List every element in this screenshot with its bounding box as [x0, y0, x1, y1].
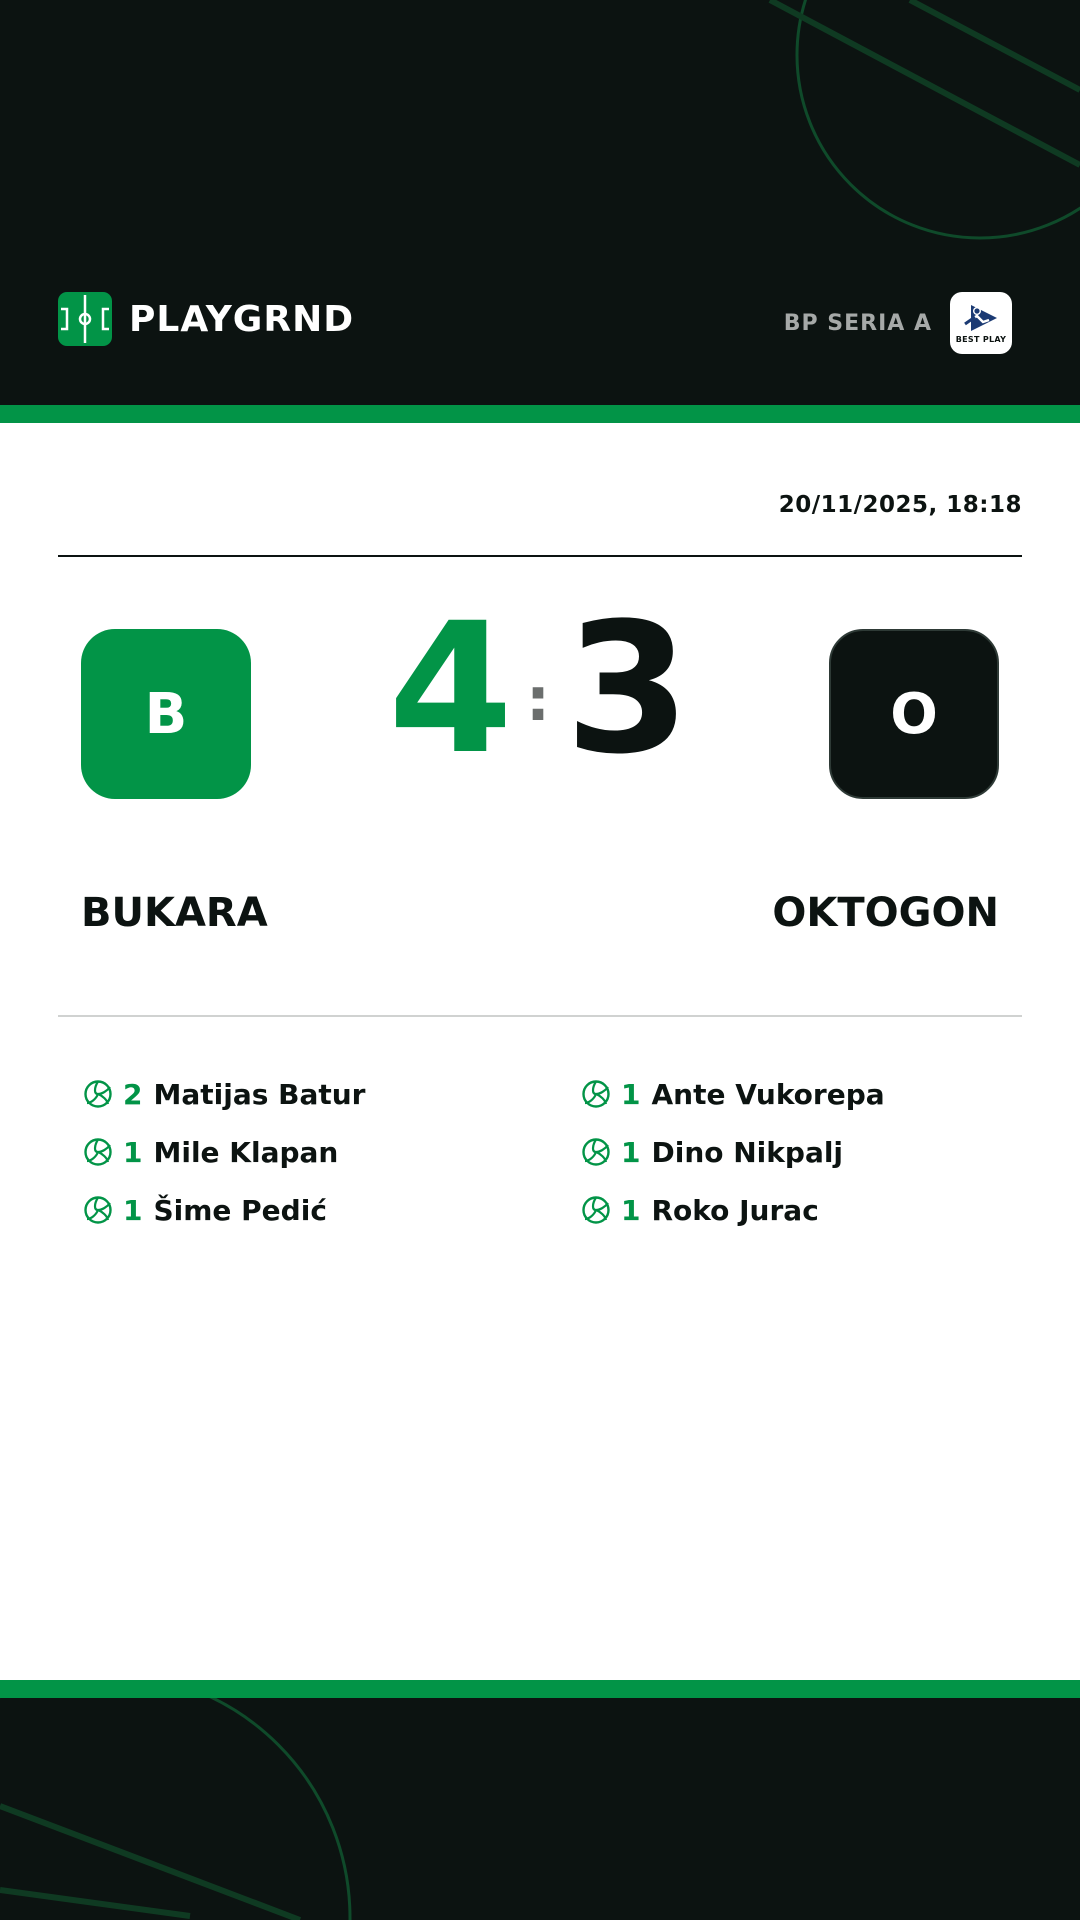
header-band [0, 0, 1080, 405]
match-datetime: 20/11/2025, 18:18 [778, 492, 1022, 518]
decorative-pitch-lines [0, 1698, 1080, 1920]
divider-light [58, 1015, 1022, 1017]
volleyball-icon [83, 1195, 113, 1225]
home-team-name: BUKARA [81, 890, 268, 936]
scorer-name: Ante Vukorepa [651, 1077, 885, 1111]
scorer-row [581, 1065, 1041, 1123]
scorer-row [83, 1123, 543, 1181]
volleyball-icon [581, 1079, 611, 1109]
brand [58, 292, 354, 346]
volleyball-icon [581, 1137, 611, 1167]
scorer-name: Dino Nikpalj [651, 1135, 844, 1169]
home-scorers-list [83, 1065, 543, 1239]
scorer-row [83, 1181, 543, 1239]
away-team-name: OKTOGON [772, 890, 999, 936]
score-separator: : [526, 665, 550, 735]
volleyball-icon [83, 1137, 113, 1167]
brand-name: PLAYGRND [129, 298, 355, 340]
play-figure-icon [961, 302, 1001, 334]
scorer-goals: 1 [621, 1135, 641, 1169]
scorer-name: Šime Pedić [153, 1193, 327, 1227]
divider [58, 555, 1022, 557]
accent-stripe-top [0, 405, 1080, 423]
away-score: 3 [565, 585, 691, 794]
scorer-name: Mile Klapan [153, 1135, 339, 1169]
pitch-icon [58, 292, 112, 346]
scorer-goals: 2 [123, 1077, 143, 1111]
scorer-name: Roko Jurac [651, 1193, 819, 1227]
scorer-goals: 1 [123, 1135, 143, 1169]
league [784, 292, 1012, 354]
footer-band [0, 1698, 1080, 1920]
volleyball-icon [581, 1195, 611, 1225]
volleyball-icon [83, 1079, 113, 1109]
scorer-goals: 1 [621, 1193, 641, 1227]
best-play-logo [950, 292, 1012, 354]
home-score: 4 [388, 585, 514, 794]
scorer-goals: 1 [123, 1193, 143, 1227]
home-team-badge: B [81, 629, 251, 799]
scorer-row [83, 1065, 543, 1123]
scorer-name: Matijas Batur [153, 1077, 366, 1111]
away-scorers-list [581, 1065, 1041, 1239]
away-team-badge: O [829, 629, 999, 799]
accent-stripe-bottom [0, 1680, 1080, 1698]
scoreboard [0, 585, 1080, 794]
league-name: BP SERIA A [783, 310, 932, 336]
scorer-goals: 1 [621, 1077, 641, 1111]
league-logo-text: BEST PLAY [955, 335, 1007, 344]
scorer-row [581, 1181, 1041, 1239]
scorer-row [581, 1123, 1041, 1181]
